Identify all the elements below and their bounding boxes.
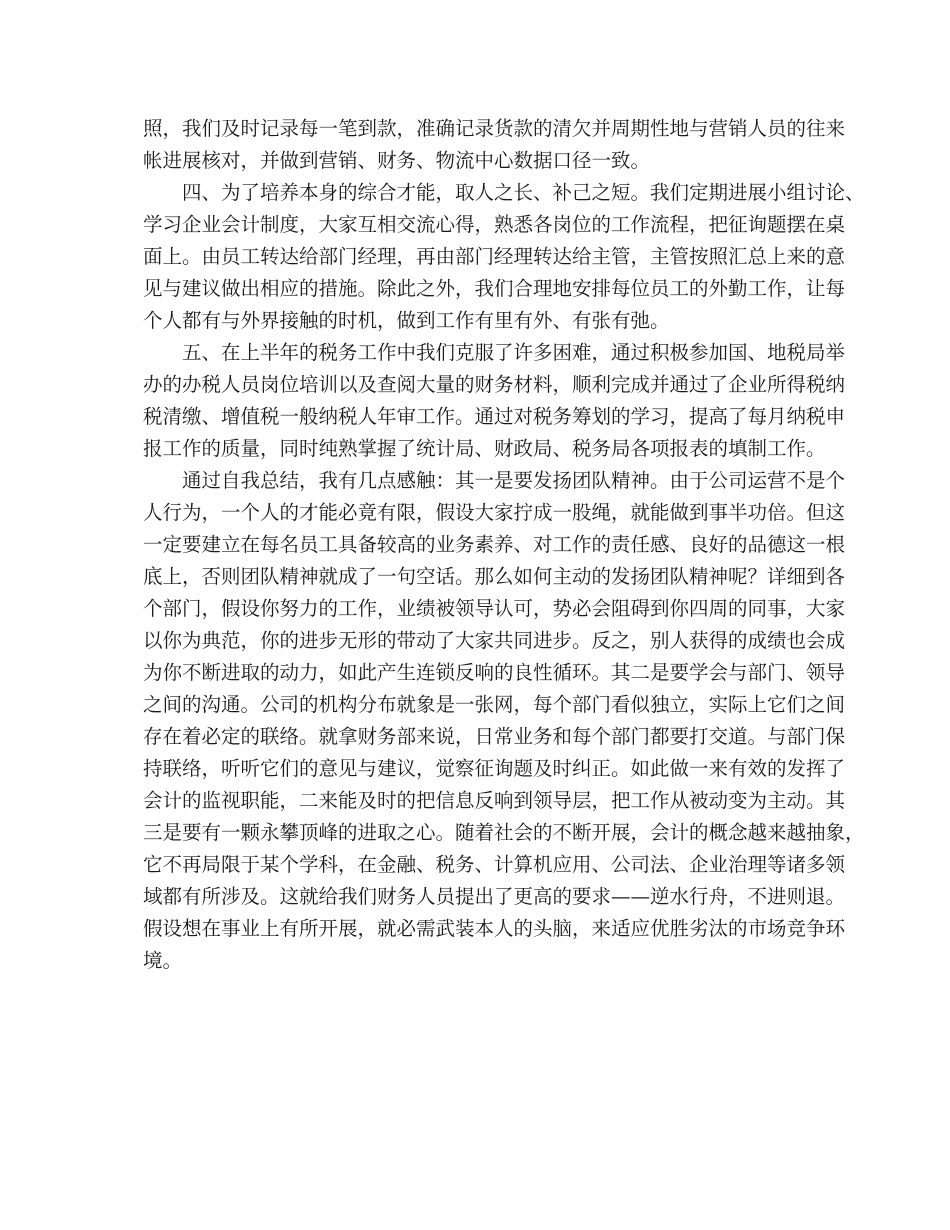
text-line-first: 四、为了培养本身的综合才能，取人之长、补己之短。我们定期进展小组讨论、 xyxy=(182,181,865,204)
text-line: 个人都有与外界接触的时机，做到工作有里有外、有张有弛。 xyxy=(143,309,670,332)
text-line: 存在着必定的联络。就拿财务部来说，日常业务和每个部门都要打交道。与部门保 xyxy=(143,725,846,748)
text-line: 见与建议做出相应的措施。除此之外，我们合理地安排每位员工的外勤工作，让每 xyxy=(143,277,846,300)
text-line: 面上。由员工转达给部门经理，再由部门经理转达给主管，主管按照汇总上来的意 xyxy=(143,245,846,268)
text-line: 税清缴、增值税一般纳税人年审工作。通过对税务筹划的学习，提高了每月纳税申 xyxy=(143,405,846,428)
text-line: 办的办税人员岗位培训以及查阅大量的财务材料，顺利完成并通过了企业所得税纳 xyxy=(143,373,846,396)
text-line: 以你为典范，你的进步无形的带动了大家共同进步。反之，别人获得的成绩也会成 xyxy=(143,629,846,652)
text-line: 它不再局限于某个学科，在金融、税务、计算机应用、公司法、企业治理等诸多领 xyxy=(143,853,846,876)
text-line-first: 五、在上半年的税务工作中我们克服了许多困难，通过积极参加国、地税局举 xyxy=(182,341,846,364)
text-line: 为你不断进取的动力，如此产生连锁反响的良性循环。其二是要学会与部门、领导 xyxy=(143,661,846,684)
paragraph-2 xyxy=(143,177,865,337)
text-line: 个部门，假设你努力的工作，业绩被领导认可，势必会阻碍到你四周的同事，大家 xyxy=(143,597,846,620)
paragraph-1 xyxy=(143,113,846,177)
text-line: 假设想在事业上有所开展，就必需武装本人的头脑，来适应优胜劣汰的市场竞争环 xyxy=(143,917,846,940)
text-line: 持联络，听听它们的意见与建议，觉察征询题及时纠正。如此做一来有效的发挥了 xyxy=(143,757,846,780)
text-line: 报工作的质量，同时纯熟掌握了统计局、财政局、税务局各项报表的填制工作。 xyxy=(143,437,826,460)
text-line: 底上，否则团队精神就成了一句空话。那么如何主动的发扬团队精神呢？详细到各 xyxy=(143,565,846,588)
text-line: 会计的监视职能，二来能及时的把信息反响到领导层，把工作从被动变为主动。其 xyxy=(143,789,846,812)
text-line: 三是要有一颗永攀顶峰的进取之心。随着社会的不断开展，会计的概念越来越抽象， xyxy=(143,821,865,844)
text-line: 境。 xyxy=(143,949,183,972)
paragraph-3 xyxy=(143,337,846,465)
text-line: 之间的沟通。公司的机构分布就象是一张网，每个部门看似独立，实际上它们之间 xyxy=(143,693,846,716)
document-page xyxy=(143,113,865,977)
text-line: 照，我们及时记录每一笔到款，准确记录货款的清欠并周期性地与营销人员的往来 xyxy=(143,117,846,140)
text-line: 域都有所涉及。这就给我们财务人员提出了更高的要求——逆水行舟，不进则退。 xyxy=(143,885,846,908)
text-line-first: 通过自我总结，我有几点感触：其一是要发扬团队精神。由于公司运营不是个 xyxy=(182,469,846,492)
text-line: 学习企业会计制度，大家互相交流心得，熟悉各岗位的工作流程，把征询题摆在桌 xyxy=(143,213,846,236)
text-line: 帐进展核对，并做到营销、财务、物流中心数据口径一致。 xyxy=(143,149,651,172)
text-line: 一定要建立在每名员工具备较高的业务素养、对工作的责任感、良好的品德这一根 xyxy=(143,533,846,556)
text-line: 人行为，一个人的才能必竟有限，假设大家拧成一股绳，就能做到事半功倍。但这 xyxy=(143,501,846,524)
paragraph-4 xyxy=(143,465,865,977)
